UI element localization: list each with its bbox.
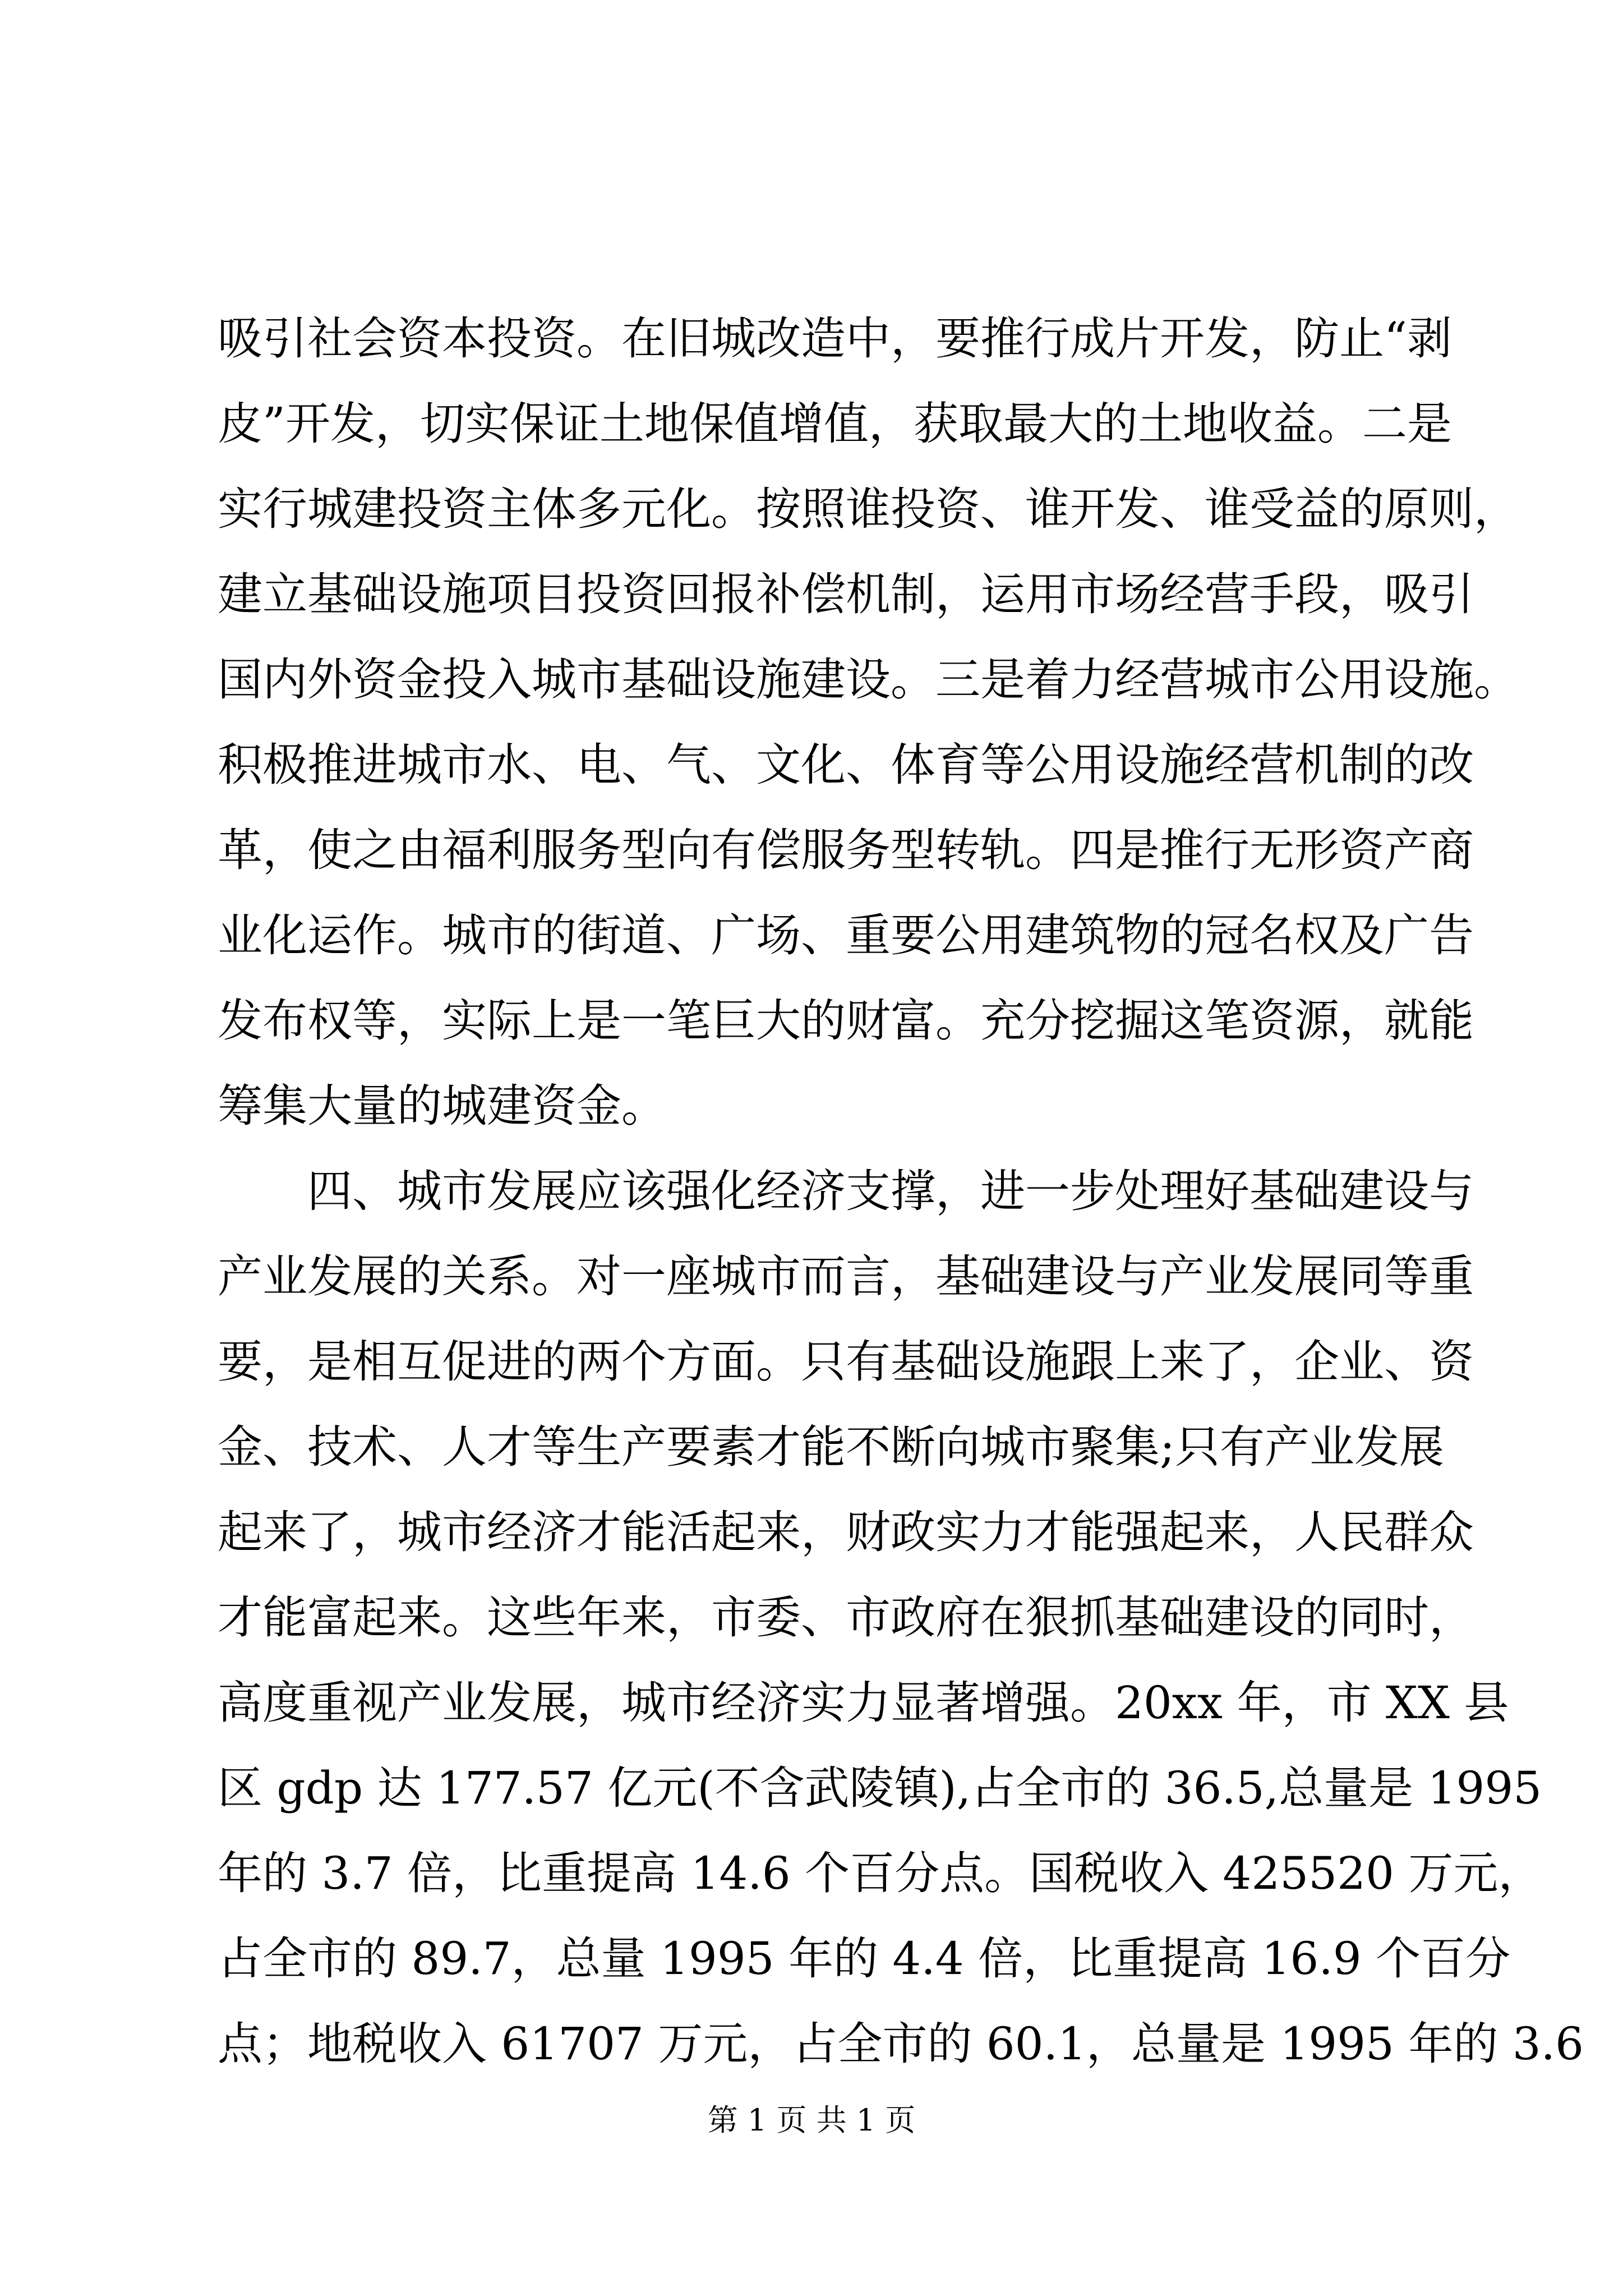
page-footer: 第 1 页 共 1 页 (707, 2102, 916, 2138)
text-line: 要，是相互促进的两个方面。只有基础设施跟上来了，企业、资 (218, 1336, 1474, 1388)
text-line: 皮”开发，切实保证土地保值增值，获取最大的土地收益。二是 (218, 398, 1452, 450)
text-line: 高度重视产业发展，城市经济实力显著增强。20xx 年，市 XX 县 (218, 1677, 1509, 1729)
text-line: 区 gdp 达 177.57 亿元(不含武陵镇),占全市的 36.5,总量是 1995 (218, 1762, 1542, 1814)
text-line: 筹集大量的城建资金。 (218, 1080, 666, 1132)
text-line: 金、技术、人才等生产要素才能不断向城市聚集;只有产业发展 (218, 1421, 1444, 1473)
text-line: 四、城市发展应该强化经济支撑，进一步处理好基础建设与 (218, 1165, 1474, 1217)
text-line: 建立基础设施项目投资回报补偿机制，运用市场经营手段，吸引 (218, 568, 1474, 620)
text-line: 起来了，城市经济才能活起来，财政实力才能强起来，人民群众 (218, 1506, 1474, 1558)
text-line: 革，使之由福利服务型向有偿服务型转轨。四是推行无形资产商 (218, 824, 1474, 876)
text-line: 积极推进城市水、电、气、文化、体育等公用设施经营机制的改 (218, 739, 1474, 791)
text-line: 才能富起来。这些年来，市委、市政府在狠抓基础建设的同时， (218, 1591, 1474, 1644)
text-line: 点；地税收入 61707 万元，占全市的 60.1，总量是 1995 年的 3.6 (218, 2018, 1584, 2070)
text-line: 业化运作。城市的街道、广场、重要公用建筑物的冠名权及广告 (218, 909, 1474, 961)
text-line: 国内外资金投入城市基础设施建设。三是着力经营城市公用设施。 (218, 654, 1519, 706)
document-body (218, 296, 1584, 2087)
text-line: 实行城建投资主体多元化。按照谁投资、谁开发、谁受益的原则， (218, 483, 1519, 535)
text-line: 年的 3.7 倍，比重提高 14.6 个百分点。国税收入 425520 万元， (218, 1847, 1543, 1899)
text-line: 吸引社会资本投资。在旧城改造中，要推行成片开发，防止“剥 (218, 312, 1452, 365)
text-line: 发布权等，实际上是一笔巨大的财富。充分挖掘这笔资源，就能 (218, 995, 1474, 1047)
text-line: 产业发展的关系。对一座城市而言，基础建设与产业发展同等重 (218, 1250, 1474, 1303)
text-line: 占全市的 89.7，总量 1995 年的 4.4 倍，比重提高 16.9 个百分 (218, 1932, 1511, 1985)
